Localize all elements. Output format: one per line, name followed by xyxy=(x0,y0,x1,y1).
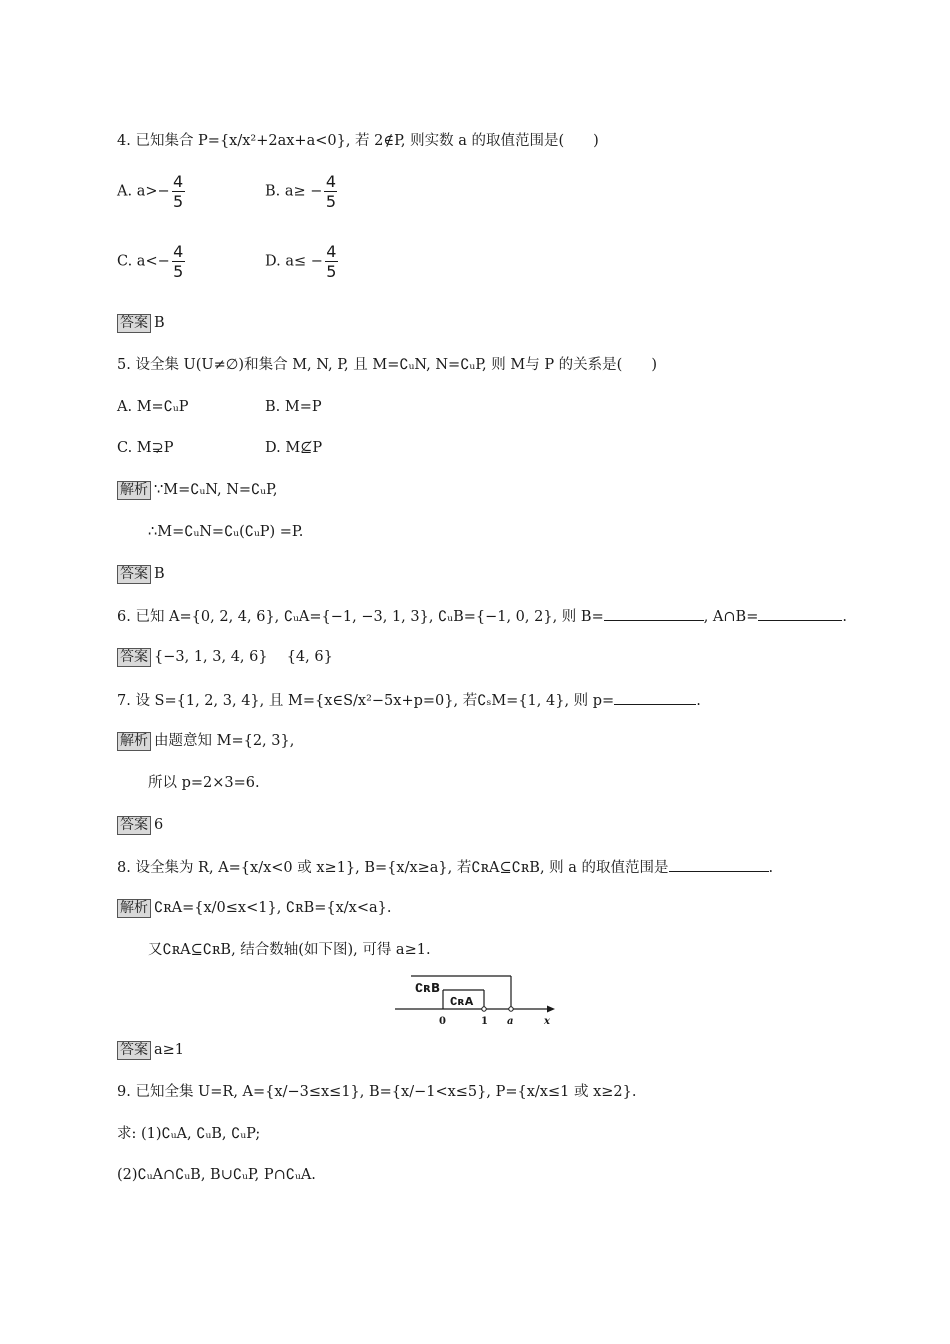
q4-option-b[interactable] xyxy=(265,172,337,211)
q4-option-b-den: 5 xyxy=(325,192,337,211)
q4-option-b-fraction xyxy=(324,172,337,211)
q8-answer-value: a≥1 xyxy=(154,1042,185,1058)
q8-blank-range[interactable] xyxy=(669,857,769,872)
tick-label-a: a xyxy=(507,1016,514,1027)
analysis-tag: 解析 xyxy=(117,732,151,751)
q4-option-c[interactable] xyxy=(117,242,185,281)
q4-option-d-prefix: D. a≤ − xyxy=(265,253,323,270)
q4-option-c-den: 5 xyxy=(173,262,184,281)
q4-option-b-prefix: B. a≥ − xyxy=(265,183,323,200)
q4-option-a-fraction xyxy=(172,172,185,211)
q5-option-a[interactable]: A. M=∁ᵤP xyxy=(117,399,189,415)
q6-stem-b: , A∩B= xyxy=(703,609,759,625)
q4-option-a[interactable] xyxy=(117,172,185,211)
analysis-tag: 解析 xyxy=(117,899,151,918)
q4-option-d-den: 5 xyxy=(326,262,337,281)
q7-blank-p[interactable] xyxy=(614,690,696,705)
q4-answer xyxy=(117,313,165,333)
answer-tag: 答案 xyxy=(117,565,151,584)
q4-option-a-den: 5 xyxy=(173,192,184,211)
q7-answer xyxy=(117,815,163,835)
q5-analysis-line-1: ∵M=∁ᵤN, N=∁ᵤP, xyxy=(154,482,278,498)
tick-label-0: 0 xyxy=(439,1016,446,1027)
q6-stem-a: 6. 已知 A={0, 2, 4, 6}, ∁ᵤA={−1, −3, 1, 3}, ∁ᵤB={−1, 0, 2}, 则 B= xyxy=(117,609,604,625)
answer-tag: 答案 xyxy=(117,648,151,667)
q4-option-d-num: 4 xyxy=(326,242,337,261)
answer-tag: 答案 xyxy=(117,314,151,333)
q8-stem xyxy=(117,857,773,878)
q5-analysis-line-2: ∴M=∁ᵤN=∁ᵤ(∁ᵤP) =P. xyxy=(148,524,304,540)
q6-stem-c: . xyxy=(842,609,847,625)
q8-analysis-line-1: ∁ʀA={x/0≤x<1}, ∁ʀB={x/x<a}. xyxy=(154,900,392,916)
q4-option-a-prefix: A. a>− xyxy=(117,183,170,200)
label-complement-a: ∁ʀA xyxy=(450,995,474,1008)
answer-tag: 答案 xyxy=(117,816,151,835)
q9-stem: 9. 已知全集 U=R, A={x/−3≤x≤1}, B={x/−1<x≤5}, P={x/x≤1 或 x≥2}. xyxy=(117,1084,637,1100)
q7-analysis-line-1: 由题意知 M={2, 3}, xyxy=(154,733,295,749)
q8-analysis xyxy=(117,898,391,918)
q6-blank-b[interactable] xyxy=(604,606,704,621)
tick-label-1: 1 xyxy=(481,1016,488,1027)
open-point-a xyxy=(509,1007,513,1011)
q5-stem: 5. 设全集 U(U≠∅)和集合 M, N, P, 且 M=∁ᵤN, N=∁ᵤP, 则 M与 P 的关系是( ) xyxy=(117,357,657,373)
q4-option-d-fraction xyxy=(325,242,338,281)
q6-stem xyxy=(117,606,847,627)
q9-part-2: (2)∁ᵤA∩∁ᵤB, B∪∁ᵤP, P∩∁ᵤA. xyxy=(117,1167,316,1183)
q7-stem xyxy=(117,690,701,711)
q8-stem-b: . xyxy=(768,860,774,876)
q5-option-c[interactable]: C. M⊋P xyxy=(117,440,174,456)
q8-answer xyxy=(117,1040,184,1060)
q4-answer-value: B xyxy=(154,315,165,331)
q7-analysis-line-2: 所以 p=2×3=6. xyxy=(148,775,260,791)
q7-stem-a: 7. 设 S={1, 2, 3, 4}, 且 M={x∈S/x²−5x+p=0}, 若∁ₛM={1, 4}, 则 p= xyxy=(117,693,615,709)
label-complement-b: ∁ʀB xyxy=(415,981,441,995)
q6-blank-intersection[interactable] xyxy=(758,606,842,621)
q7-stem-b: . xyxy=(696,693,701,709)
q4-option-b-num: 4 xyxy=(325,172,337,191)
q4-option-c-num: 4 xyxy=(173,242,184,261)
q7-analysis xyxy=(117,731,294,751)
q4-option-c-fraction xyxy=(172,242,185,281)
q4-stem: 4. 已知集合 P={x/x²+2ax+a<0}, 若 2∉P, 则实数 a 的取值范围是( ) xyxy=(117,133,599,149)
analysis-tag: 解析 xyxy=(117,481,151,500)
q5-option-b[interactable]: B. M=P xyxy=(265,399,322,415)
q6-answer xyxy=(117,647,333,667)
q6-answer-value: {−3, 1, 3, 4, 6} {4, 6} xyxy=(154,649,333,665)
q5-answer xyxy=(117,564,165,584)
q4-option-d[interactable] xyxy=(265,242,338,281)
q9-part-1: 求: (1)∁ᵤA, ∁ᵤB, ∁ᵤP; xyxy=(117,1126,261,1142)
axis-label-x: x xyxy=(544,1016,550,1027)
q4-option-c-prefix: C. a<− xyxy=(117,253,170,270)
q8-stem-a: 8. 设全集为 R, A={x/x<0 或 x≥1}, B={x/x≥a}, 若∁ʀA⊆∁ʀB, 则 a 的取值范围是 xyxy=(117,860,669,876)
q4-option-a-num: 4 xyxy=(173,172,184,191)
q7-answer-value: 6 xyxy=(154,817,164,833)
q5-answer-value: B xyxy=(154,566,165,582)
open-point-1 xyxy=(482,1007,486,1011)
q5-option-d[interactable]: D. M⊈P xyxy=(265,440,323,456)
answer-tag: 答案 xyxy=(117,1041,151,1060)
q8-analysis-line-2: 又∁ʀA⊆∁ʀB, 结合数轴(如下图), 可得 a≥1. xyxy=(148,942,431,958)
axis-arrow-icon xyxy=(547,1006,555,1013)
q5-analysis xyxy=(117,480,277,500)
number-line-figure xyxy=(393,970,563,1028)
